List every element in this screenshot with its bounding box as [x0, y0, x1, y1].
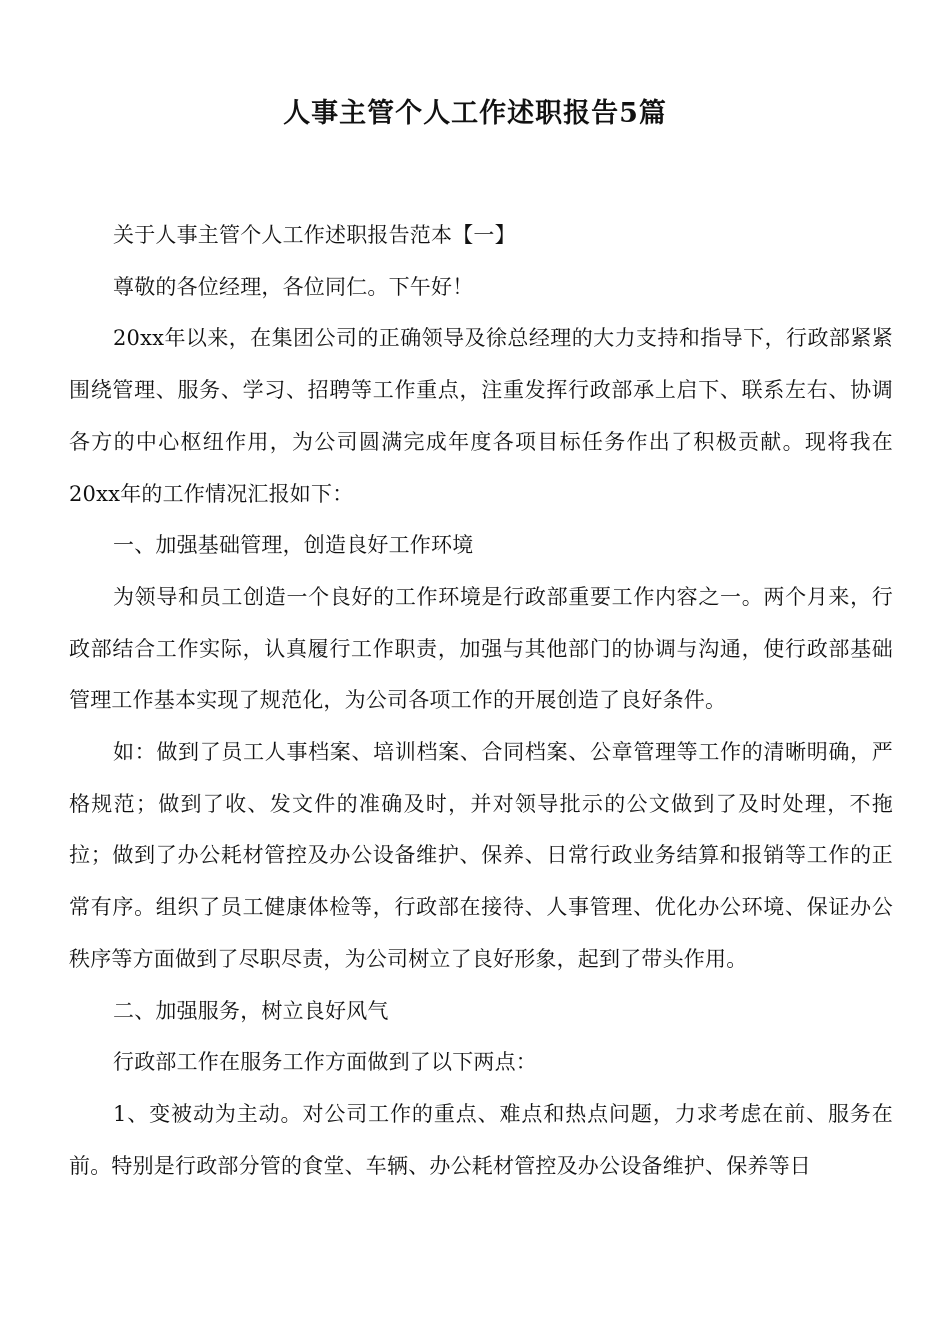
intro-paragraph: 20xx年以来，在集团公司的正确领导及徐总经理的大力支持和指导下，行政部紧紧围绕管理、服务、学习、招聘等工作重点，注重发挥行政部承上启下、联系左右、协调各方的中心枢纽作用，为公司圆满完成年度各项目标任务作出了积极贡献。现将我在20xx年的工作情况汇报如下： — [69, 326, 893, 506]
body-paragraph: 行政部工作在服务工作方面做到了以下两点： — [113, 1050, 537, 1075]
section-heading-1: 关于人事主管个人工作述职报告范本【一】 — [113, 223, 516, 247]
greeting-paragraph: 尊敬的各位经理，各位同仁。下午好！ — [113, 274, 474, 299]
document-body — [69, 210, 893, 1192]
body-paragraph: 如：做到了员工人事档案、培训档案、合同档案、公章管理等工作的清晰明确，严格规范；做到了收、发文件的准确及时，并对领导批示的公文做到了及时处理，不拖拉；做到了办公耗材管控及办公设备维护、保养、日常行政业务结算和报销等工作的正常有序。组织了员工健康体检等，行政部在接待、人事管理、优化办公环境、保证办公秩序等方面做到了尽职尽责，为公司树立了良好形象，起到了带头作用。 — [69, 740, 893, 971]
document-title: 人事主管个人工作述职报告5篇 — [283, 98, 667, 129]
body-paragraph: 为领导和员工创造一个良好的工作环境是行政部重要工作内容之一。两个月来，行政部结合工作实际，认真履行工作职责，加强与其他部门的协调与沟通，使行政部基础管理工作基本实现了规范化，为公司各项工作的开展创造了良好条件。 — [69, 584, 893, 713]
subheading-1: 一、加强基础管理，创造良好工作环境 — [113, 533, 474, 558]
subheading-2: 二、加强服务，树立良好风气 — [113, 998, 389, 1023]
body-paragraph: 1、变被动为主动。对公司工作的重点、难点和热点问题，力求考虑在前、服务在前。特别是行政部分管的食堂、车辆、办公耗材管控及办公设备维护、保养等日 — [69, 1101, 893, 1178]
